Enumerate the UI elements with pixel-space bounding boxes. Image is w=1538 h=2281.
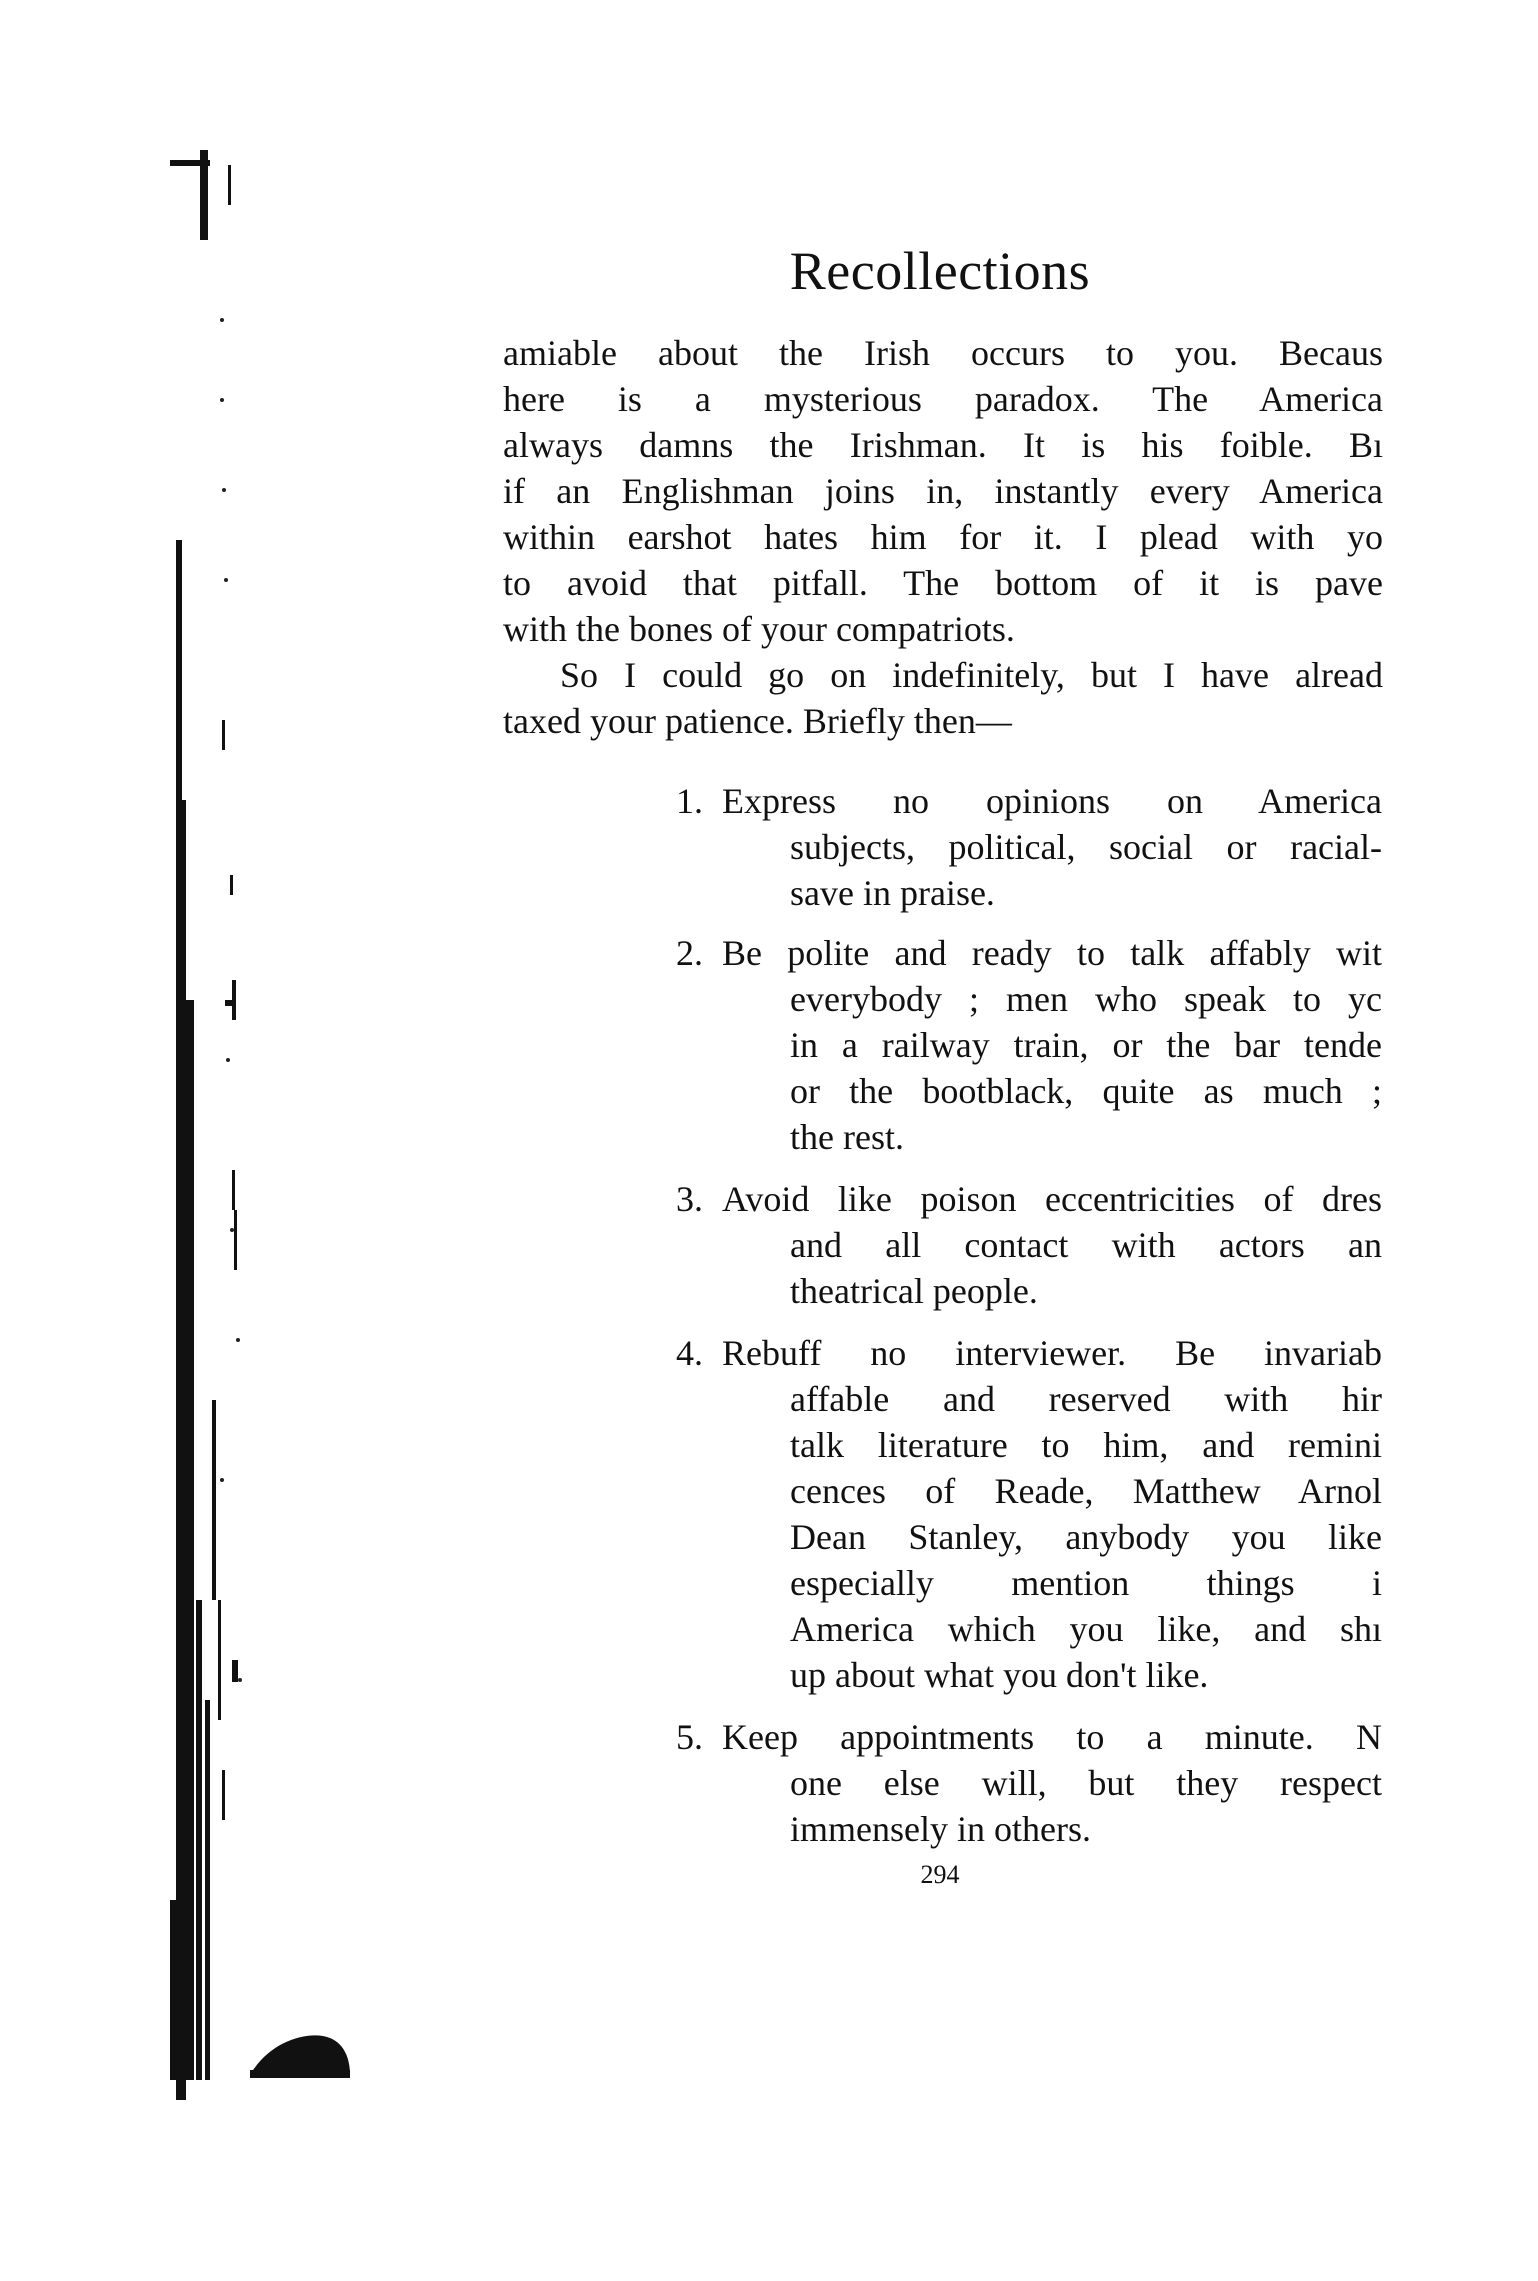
running-head: Recollections [789, 241, 1091, 301]
paragraph-line: within earshot hates him for it. I plead with yo [503, 517, 1383, 557]
paragraph-line: with the bones of your compatriots. [503, 609, 1015, 649]
list-line: Rebuff no interviewer. Be invariab [722, 1333, 1382, 1373]
list-line: one else will, but they respect [790, 1763, 1382, 1803]
list-number: 1. [676, 781, 703, 821]
list-number: 2. [676, 933, 703, 973]
paragraph-line: if an Englishman joins in, instantly every America [503, 471, 1383, 511]
list-line: theatrical people. [790, 1271, 1038, 1311]
list-line: up about what you don't like. [790, 1655, 1209, 1695]
list-line: in a railway train, or the bar tende [790, 1025, 1382, 1065]
list-line: or the bootblack, quite as much ; [790, 1071, 1382, 1111]
list-line: everybody ; men who speak to yc [790, 979, 1382, 1019]
list-line: and all contact with actors an [790, 1225, 1382, 1265]
paragraph-line: to avoid that pitfall. The bottom of it is pave [503, 563, 1383, 603]
list-line: Avoid like poison eccentricities of dres [722, 1179, 1382, 1219]
paragraph-line: always damns the Irishman. It is his foible. Bı [503, 425, 1383, 465]
list-number: 3. [676, 1179, 703, 1219]
list-line: Express no opinions on America [722, 781, 1382, 821]
list-line: Dean Stanley, anybody you like [790, 1517, 1382, 1557]
paragraph-line: taxed your patience. Briefly then— [503, 701, 1012, 741]
list-line: especially mention things i [790, 1563, 1382, 1603]
list-line: save in praise. [790, 873, 995, 913]
list-line: affable and reserved with hir [790, 1379, 1382, 1419]
list-line: Keep appointments to a minute. N [722, 1717, 1382, 1757]
list-number: 5. [676, 1717, 703, 1757]
list-line: subjects, political, social or racial- [790, 827, 1382, 867]
binding-edge-artifact [0, 0, 360, 2281]
list-line: America which you like, and shı [790, 1609, 1382, 1649]
list-number: 4. [676, 1333, 703, 1373]
paragraph-line: So I could go on indefinitely, but I have alread [560, 655, 1383, 695]
list-line: immensely in others. [790, 1809, 1091, 1849]
list-line: the rest. [790, 1117, 904, 1157]
list-line: talk literature to him, and remini [790, 1425, 1382, 1465]
list-line: cences of Reade, Matthew Arnol [790, 1471, 1382, 1511]
paragraph-line: here is a mysterious paradox. The America [503, 379, 1383, 419]
paragraph-line: amiable about the Irish occurs to you. Becaus [503, 333, 1383, 373]
page-number: 294 [920, 1860, 960, 1889]
list-line: Be polite and ready to talk affably wit [722, 933, 1382, 973]
